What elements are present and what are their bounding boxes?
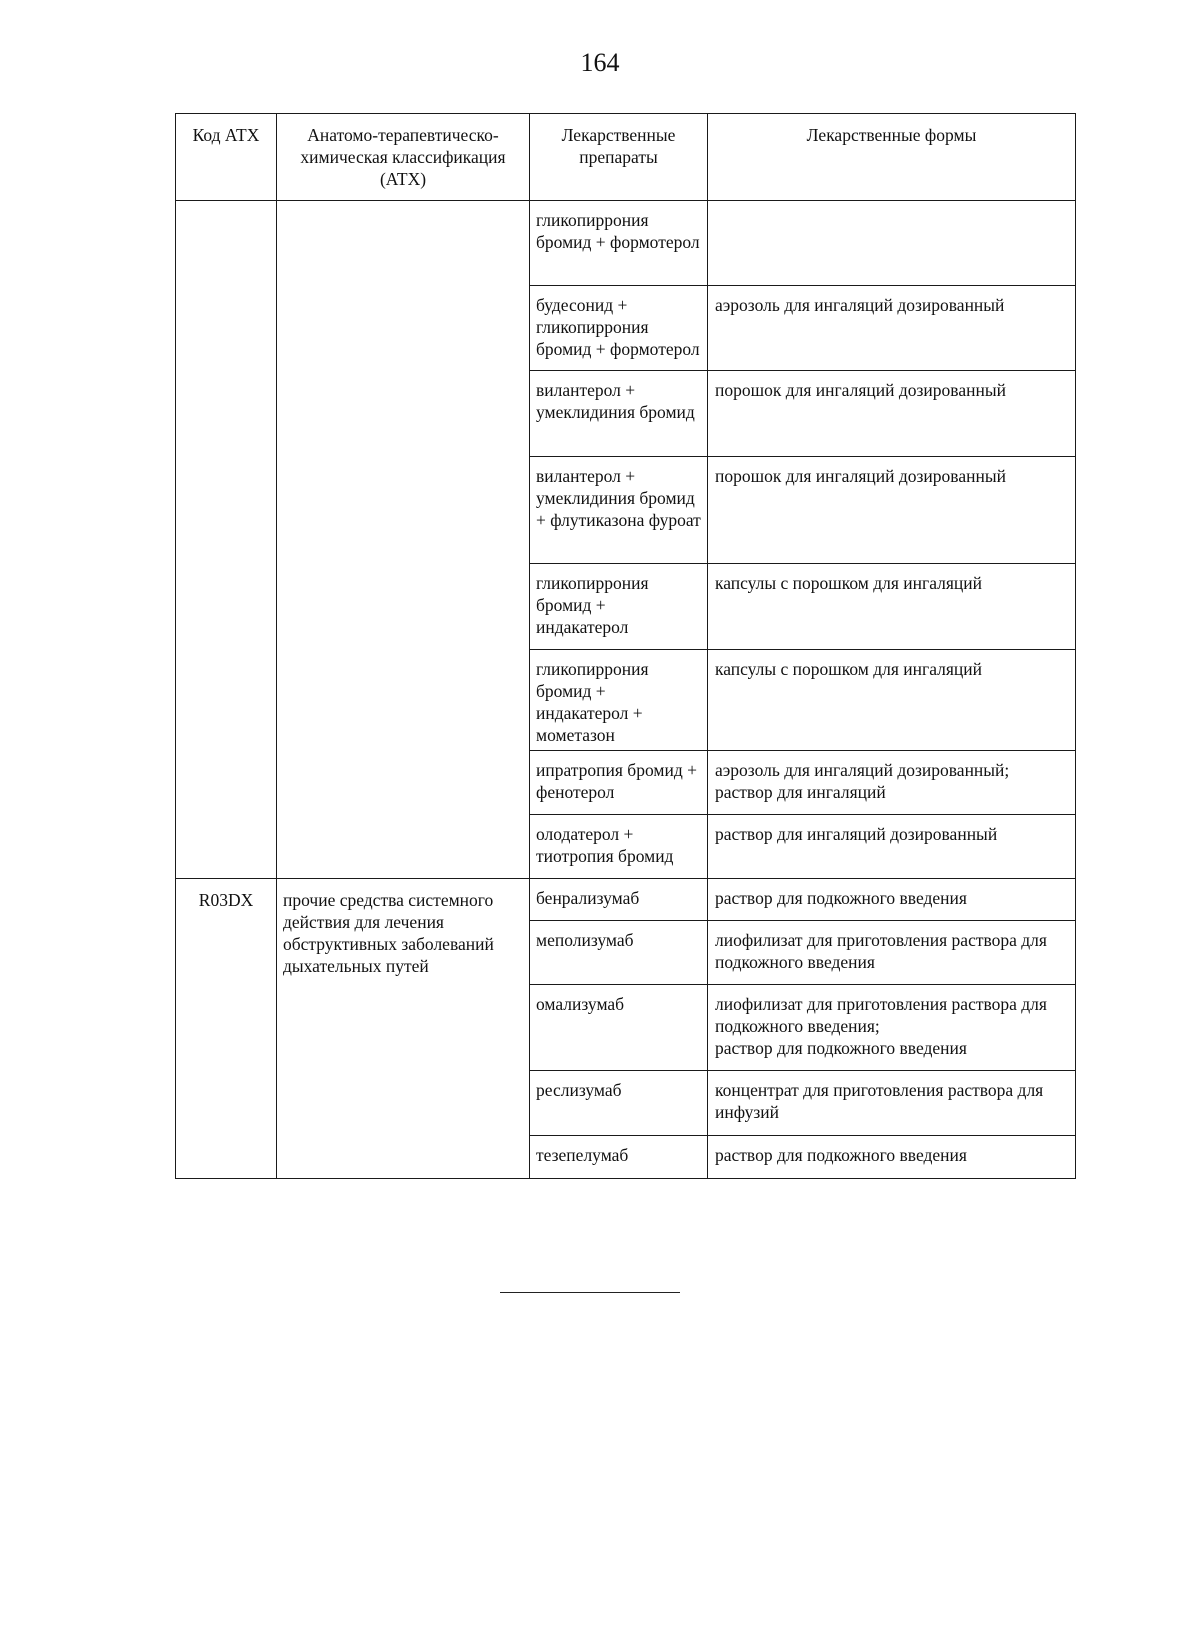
drug-cell: вилантерол + умеклидиния бромид + флутиказона фуроат [530, 457, 708, 564]
dosage-form-cell: капсулы с порошком для ингаляций [708, 564, 1076, 650]
drug-cell: будесонид + гликопиррония бромид + формотерол [530, 286, 708, 371]
continuation-classification-cell [277, 201, 530, 879]
drug-cell: меполизумаб [530, 921, 708, 985]
header-classification: Анатомо-терапевтическо-химическая классификация (АТХ) [277, 114, 530, 201]
end-of-section-rule [500, 1292, 680, 1293]
dosage-form-cell: аэрозоль для ингаляций дозированный [708, 286, 1076, 371]
header-drugs: Лекарственные препараты [530, 114, 708, 201]
table-row [176, 879, 1076, 921]
dosage-form-cell: порошок для ингаляций дозированный [708, 457, 1076, 564]
table-header-row [176, 114, 1076, 201]
drug-cell: вилантерол + умеклидиния бромид [530, 371, 708, 457]
drug-cell: омализумаб [530, 985, 708, 1071]
classification-cell: прочие средства системного действия для лечения обструктивных заболеваний дыхательных путей [277, 879, 530, 1179]
atc-code-cell: R03DX [176, 879, 277, 1179]
dosage-form-cell: капсулы с порошком для ингаляций [708, 650, 1076, 751]
dosage-form-cell: раствор для подкожного введения [708, 1136, 1076, 1179]
table-row [176, 201, 1076, 286]
drug-cell: гликопиррония бромид + индакатерол + мометазон [530, 650, 708, 751]
dosage-form-cell: раствор для подкожного введения [708, 879, 1076, 921]
dosage-form-cell: лиофилизат для приготовления раствора для подкожного введения; раствор для подкожного введения [708, 985, 1076, 1071]
page-number: 164 [580, 48, 620, 77]
dosage-form-cell: аэрозоль для ингаляций дозированный; раствор для ингаляций [708, 751, 1076, 815]
drug-cell: ипратропия бромид + фенотерол [530, 751, 708, 815]
drug-cell: гликопиррония бромид + формотерол [530, 201, 708, 286]
dosage-form-cell: порошок для ингаляций дозированный [708, 371, 1076, 457]
drug-cell: тезепелумаб [530, 1136, 708, 1179]
continuation-code-cell [176, 201, 277, 879]
header-dosage-forms: Лекарственные формы [708, 114, 1076, 201]
atc-drug-table [175, 113, 1076, 1179]
dosage-form-cell: раствор для ингаляций дозированный [708, 815, 1076, 879]
drug-cell: олодатерол + тиотропия бромид [530, 815, 708, 879]
drug-cell: реслизумаб [530, 1071, 708, 1136]
dosage-form-cell [708, 201, 1076, 286]
header-atc-code: Код АТХ [176, 114, 277, 201]
drug-cell: бенрализумаб [530, 879, 708, 921]
dosage-form-cell: лиофилизат для приготовления раствора для подкожного введения [708, 921, 1076, 985]
drug-cell: гликопиррония бромид + индакатерол [530, 564, 708, 650]
dosage-form-cell: концентрат для приготовления раствора для инфузий [708, 1071, 1076, 1136]
